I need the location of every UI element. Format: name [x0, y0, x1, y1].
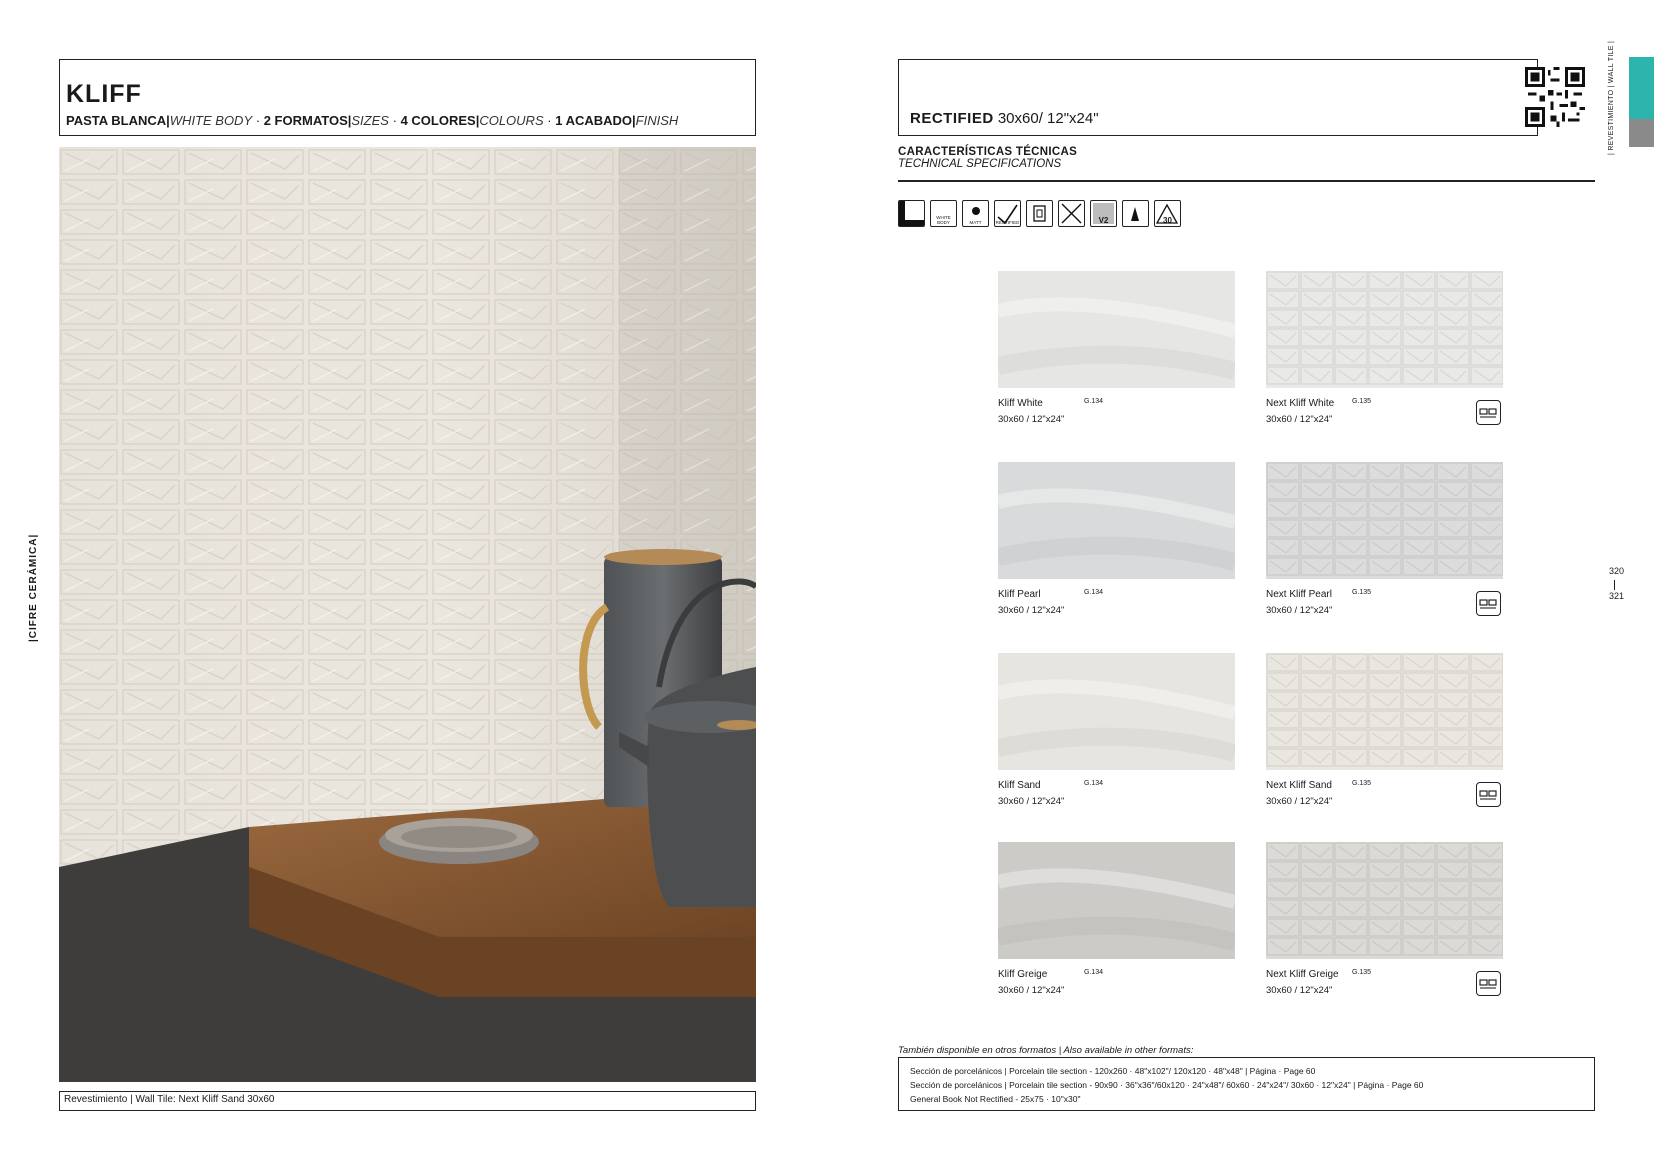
page-number-left: 320 — [1609, 566, 1625, 576]
tile-code: G.134 — [1084, 969, 1104, 976]
decor-icon — [1476, 400, 1501, 425]
tile-name: Next Kliff Greige — [1266, 969, 1339, 980]
wall-icon: WALL — [898, 200, 925, 227]
collection-subtitle: PASTA BLANCA|WHITE BODY · 2 FORMATOS|SIZES · 4 COLORES|COLOURS · 1 ACABADO|FINISH — [66, 113, 679, 128]
tile-size: 30x60 / 12"x24" — [998, 414, 1065, 425]
decor-icon — [1476, 591, 1501, 616]
tile-code: G.134 — [1084, 780, 1104, 787]
page-number-right: 321 — [1609, 591, 1625, 601]
body-en: WHITE BODY — [169, 113, 253, 128]
tile-name: Kliff Pearl — [998, 589, 1041, 600]
tile-code: G.135 — [1352, 398, 1372, 405]
tile-code: G.135 — [1352, 589, 1372, 596]
tile-size: 30x60 / 12"x24" — [998, 796, 1065, 807]
also-available-line: Sección de porcelánicos | Porcelain tile section - 120x260 · 48"x102"/ 120x120 · 48"x48" | Página · Page 60 — [910, 1066, 1316, 1076]
tile-size: 30x60 / 12"x24" — [1266, 414, 1333, 425]
kitchen-icon — [1026, 200, 1053, 227]
decor-icon — [1476, 971, 1501, 996]
rectified-icon: RECTIFIED — [994, 200, 1021, 227]
thickness-icon: 30 — [1154, 200, 1181, 227]
rectified-format-title — [910, 110, 1099, 127]
tile-size: 30x60 / 12"x24" — [998, 985, 1065, 996]
shade-variation-icon: V2 — [1090, 200, 1117, 227]
tile-swatch — [998, 462, 1235, 579]
cleaning-icon — [1122, 200, 1149, 227]
tile-swatch — [1266, 842, 1503, 959]
category-grey-bar — [1629, 119, 1654, 147]
tile-swatch — [1266, 653, 1503, 770]
page-number-divider — [1614, 580, 1615, 590]
also-available-title: También disponible en otros formatos | Also available in other formats: — [898, 1045, 1194, 1056]
also-available-line: Sección de porcelánicos | Porcelain tile section - 90x90 · 36"x36"/60x120 · 24"x48"/ 60x60 · 24"x24"/ 30x60 · 12"x24" | Página · Page 60 — [910, 1080, 1424, 1090]
tile-size: 30x60 / 12"x24" — [1266, 985, 1333, 996]
tile-swatch — [1266, 271, 1503, 388]
tile-name: Kliff Greige — [998, 969, 1048, 980]
slip-icon — [1058, 200, 1085, 227]
tile-code: G.135 — [1352, 780, 1372, 787]
format-size: 30x60/ 12"x24" — [997, 110, 1099, 127]
collection-title: KLIFF — [66, 80, 142, 108]
tile-name: Kliff White — [998, 398, 1043, 409]
spec-title-en: TECHNICAL SPECIFICATIONS — [898, 158, 1062, 170]
colours-en: COLOURS — [479, 113, 544, 128]
tile-size: 30x60 / 12"x24" — [998, 605, 1065, 616]
brand-vertical-label: |CIFRE CERÁMICA| — [28, 533, 39, 642]
sizes-en: SIZES — [351, 113, 389, 128]
rectified-label: RECTIFIED — [910, 110, 994, 127]
spec-title-es: CARACTERÍSTICAS TÉCNICAS — [898, 146, 1078, 158]
tile-name: Next Kliff White — [1266, 398, 1335, 409]
category-accent-bar — [1629, 57, 1654, 119]
spec-divider — [898, 180, 1595, 182]
tile-swatch — [1266, 462, 1503, 579]
decor-icon — [1476, 782, 1501, 807]
ambient-photo — [59, 147, 756, 1082]
finish-en: FINISH — [635, 113, 679, 128]
tile-name: Next Kliff Pearl — [1266, 589, 1332, 600]
also-available-line: General Book Not Rectified - 25x75 · 10"x30" — [910, 1094, 1081, 1104]
tile-name: Next Kliff Sand — [1266, 780, 1332, 791]
finish-es: 1 ACABADO — [555, 113, 633, 128]
matt-icon: MATT — [962, 200, 989, 227]
tile-swatch — [998, 271, 1235, 388]
sizes-es: 2 FORMATOS — [263, 113, 348, 128]
tile-size: 30x60 / 12"x24" — [1266, 605, 1333, 616]
tile-code: G.135 — [1352, 969, 1372, 976]
qr-code[interactable] — [1525, 66, 1585, 128]
colours-es: 4 COLORES — [400, 113, 476, 128]
category-vertical-tab: | REVESTIMIENTO | WALL TILE | — [1608, 40, 1615, 155]
tile-code: G.134 — [1084, 589, 1104, 596]
body-es: PASTA BLANCA — [66, 113, 167, 128]
tile-swatch — [998, 653, 1235, 770]
tile-name: Kliff Sand — [998, 780, 1041, 791]
tile-size: 30x60 / 12"x24" — [1266, 796, 1333, 807]
tile-code: G.134 — [1084, 398, 1104, 405]
tile-swatch — [998, 842, 1235, 959]
ambient-photo-illustration — [59, 147, 756, 1082]
photo-caption: Revestimiento | Wall Tile: Next Kliff Sand 30x60 — [64, 1094, 275, 1105]
white-body-icon: WHITE BODY — [930, 200, 957, 227]
